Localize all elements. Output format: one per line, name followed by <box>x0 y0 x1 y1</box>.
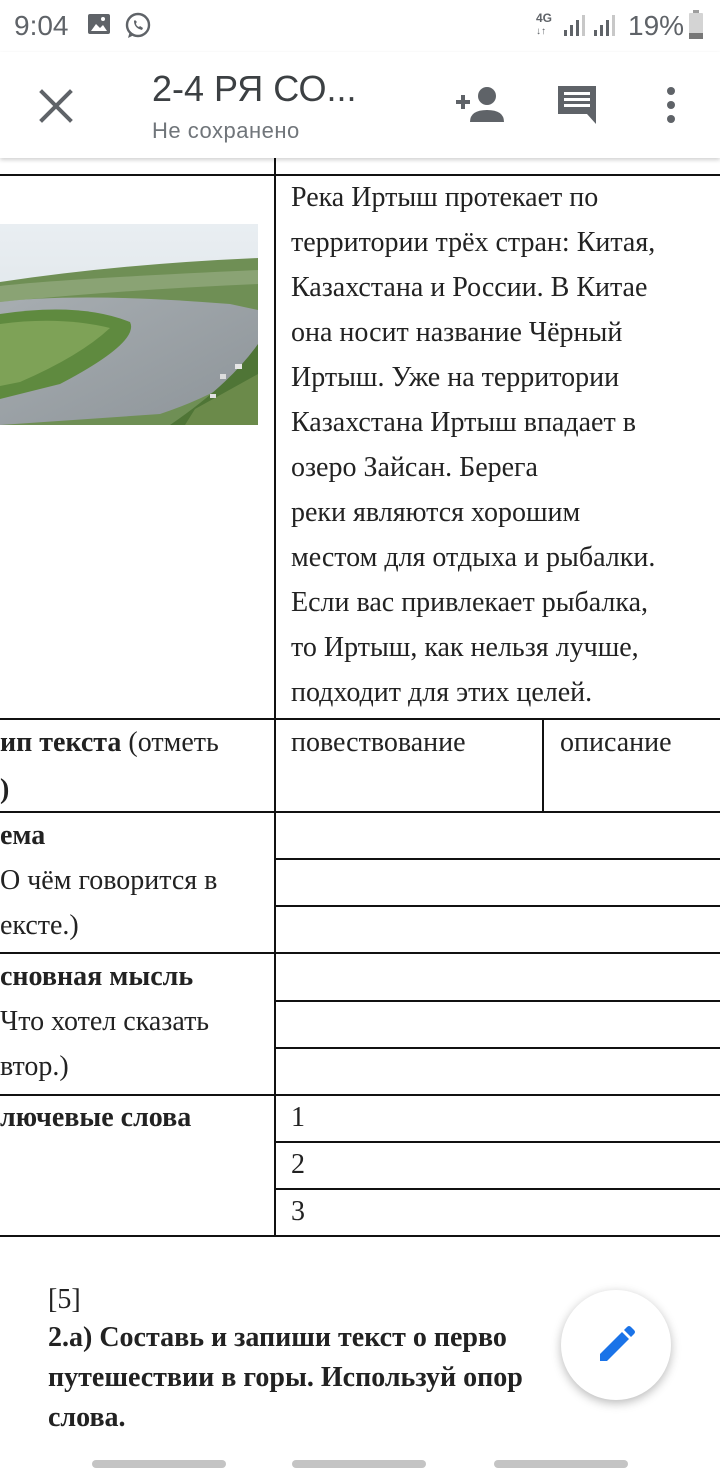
table-border <box>274 718 276 1236</box>
text-type-label: ип текста (отметь <box>0 727 219 758</box>
paragraph-line: Казахстана Иртыш впадает в <box>291 407 636 438</box>
theme-label: ема <box>0 820 46 851</box>
table-border <box>275 858 720 860</box>
battery-percent: 19% <box>628 10 685 41</box>
table-border <box>275 1141 720 1143</box>
network-type: 4G ↓↑ <box>536 11 553 37</box>
task-line: путешествии в горы. Используй опор <box>48 1362 523 1393</box>
paragraph-line: она носит название Чёрный <box>291 317 623 348</box>
add-person-icon[interactable] <box>456 86 504 124</box>
table-border <box>275 1000 720 1002</box>
task-line: слова. <box>48 1402 126 1433</box>
paragraph-line: местом для отдыха и рыбалки. <box>291 542 656 573</box>
theme-hint: О чём говорится в <box>0 865 218 896</box>
nav-recent-handle[interactable] <box>92 1460 226 1468</box>
theme-hint: ексте.) <box>0 910 79 941</box>
status-time: 9:04 <box>14 10 69 41</box>
paragraph-line: Казахстана и России. В Китае <box>291 272 648 303</box>
table-border <box>275 905 720 907</box>
paragraph-line: подходит для этих целей. <box>291 677 593 708</box>
nav-home-handle[interactable] <box>292 1460 426 1468</box>
comment-icon[interactable] <box>556 84 598 126</box>
signal-icon <box>562 12 622 38</box>
keyword-number: 1 <box>291 1102 305 1133</box>
keywords-label: лючевые слова <box>0 1102 192 1133</box>
paragraph-line: территории трёх стран: Китая, <box>291 227 656 258</box>
edit-pencil-icon <box>596 1325 636 1365</box>
table-border <box>274 174 276 720</box>
document-canvas[interactable] <box>0 158 720 1452</box>
table-border <box>542 718 544 811</box>
keyword-number: 3 <box>291 1196 305 1227</box>
paragraph-line: то Иртыш, как нельзя лучше, <box>291 632 639 663</box>
battery-icon <box>688 10 704 40</box>
table-border <box>0 1235 720 1237</box>
keyword-number: 2 <box>291 1149 305 1180</box>
task-line: 2.а) Составь и запиши текст о перво <box>48 1322 507 1353</box>
gallery-icon <box>87 12 111 36</box>
save-status: Не сохранено <box>152 118 300 143</box>
paragraph-line: Иртыш. Уже на территории <box>291 362 620 393</box>
irtysh-river-photo <box>0 224 258 425</box>
whatsapp-icon <box>124 12 152 40</box>
document-title: 2-4 РЯ СО... <box>152 68 357 109</box>
table-border <box>274 158 276 174</box>
table-border <box>275 1188 720 1190</box>
score: [5] <box>48 1284 81 1315</box>
paragraph-line: Река Иртыш протекает по <box>291 182 599 213</box>
main-idea-hint: Что хотел сказать <box>0 1006 210 1037</box>
main-idea-hint: втор.) <box>0 1051 69 1082</box>
nav-back-handle[interactable] <box>494 1460 628 1468</box>
app-bar <box>0 52 720 158</box>
option-narration[interactable]: повествование <box>291 727 466 758</box>
paragraph-line: озеро Зайсан. Берега <box>291 452 538 483</box>
status-bar <box>0 0 720 52</box>
table-border <box>0 811 720 813</box>
close-icon[interactable] <box>36 86 76 126</box>
table-border <box>275 1047 720 1049</box>
main-idea-label: сновная мысль <box>0 961 194 992</box>
paragraph-line: Если вас привлекает рыбалка, <box>291 587 648 618</box>
edit-button[interactable] <box>561 1290 671 1400</box>
more-vert-icon[interactable] <box>664 86 678 126</box>
option-description[interactable]: описание <box>560 727 672 758</box>
system-nav-bar <box>0 1452 720 1480</box>
text-type-label-cont: ) <box>0 774 10 805</box>
paragraph-line: реки являются хорошим <box>291 497 581 528</box>
